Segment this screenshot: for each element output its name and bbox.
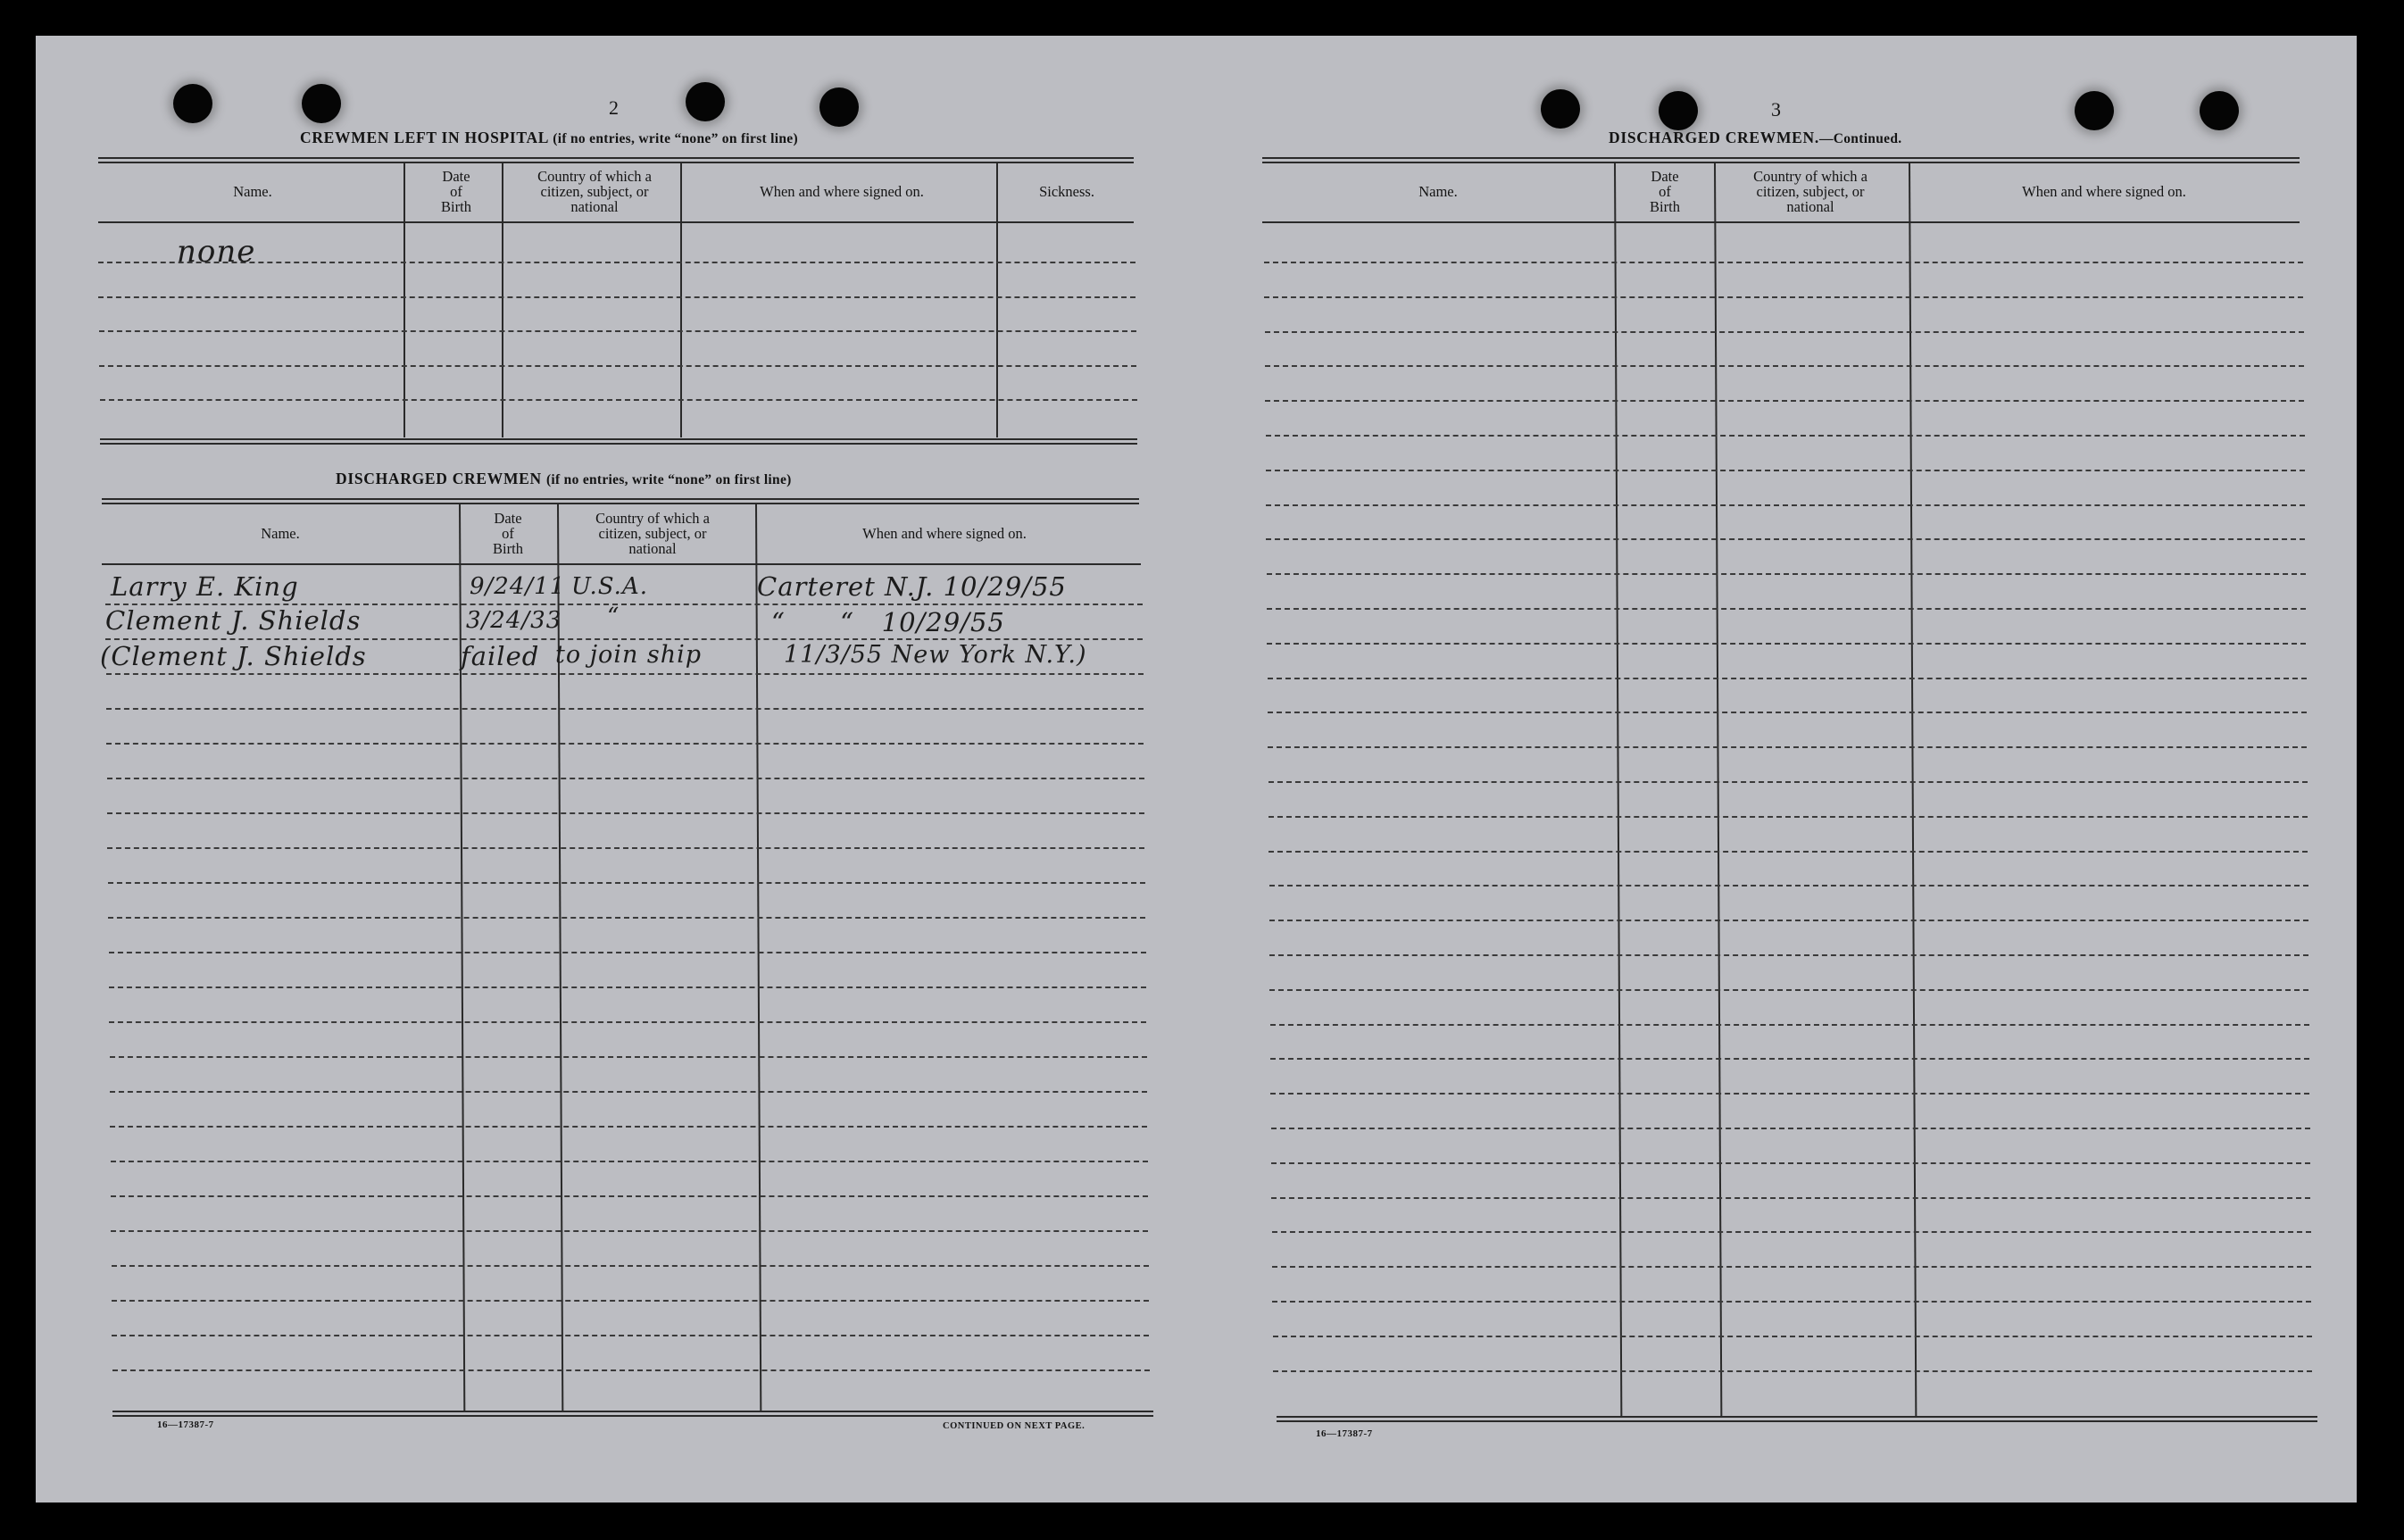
- manifest-sheet: [36, 36, 2357, 1503]
- hospital-header-dob: Date of Birth: [441, 167, 471, 215]
- ruled-line: [105, 638, 1143, 640]
- ruled-line: [1266, 504, 2305, 506]
- hospital-bottom-rule: [100, 438, 1137, 445]
- ruled-line: [1268, 678, 2307, 679]
- ruled-line: [1265, 365, 2304, 367]
- discharged-header-dob: Date of Birth: [493, 509, 523, 557]
- ruled-line: [1271, 1197, 2310, 1199]
- ruled-line: [100, 399, 1137, 401]
- hospital-title-note: (if no entries, write “none” on first line): [553, 131, 798, 146]
- form-number: 16—17387-7: [157, 1419, 214, 1430]
- entry-when-where: 11/3/55 New York N.Y.): [784, 641, 1087, 669]
- ruled-line: [109, 952, 1146, 953]
- right-header-when-where: When and where signed on.: [2022, 182, 2186, 200]
- ruled-line: [1271, 1162, 2310, 1164]
- right-header-dob: Date of Birth: [1650, 167, 1680, 215]
- entry-name: Clement J. Shields: [105, 605, 362, 636]
- ruled-line: [110, 1091, 1147, 1093]
- hospital-header-when-where: When and where signed on.: [760, 182, 924, 200]
- hospital-header-country: Country of which a citizen, subject, or national: [537, 167, 652, 215]
- page-number: 3: [1771, 98, 1781, 121]
- ruled-line: [1270, 1093, 2309, 1095]
- ruled-line: [1265, 400, 2304, 402]
- ruled-line: [106, 708, 1144, 710]
- hospital-section-title: [300, 129, 798, 147]
- ruled-line: [1267, 573, 2306, 575]
- entry-when-where: “ “ 10/29/55: [771, 607, 1005, 637]
- ruled-line: [106, 743, 1144, 745]
- ruled-line: [111, 1195, 1148, 1197]
- entry-country: to join ship: [555, 641, 703, 669]
- ruled-line: [107, 778, 1144, 779]
- ruled-line: [1268, 712, 2307, 713]
- ruled-line: [109, 1021, 1146, 1023]
- ruled-line: [108, 882, 1145, 884]
- ruled-line: [111, 1161, 1148, 1162]
- ruled-line: [111, 1230, 1148, 1232]
- ruled-line: [98, 296, 1135, 298]
- page-number: 2: [609, 96, 619, 119]
- entry-name: (Clement J. Shields: [100, 641, 367, 671]
- hospital-col-divider: [996, 162, 998, 437]
- ruled-line: [1269, 781, 2308, 783]
- punch-hole: [302, 84, 341, 123]
- hospital-col-divider: [680, 162, 682, 437]
- ruled-line: [1267, 608, 2306, 610]
- discharged-title-note: (if no entries, write “none” on first line): [545, 472, 792, 487]
- right-title-suffix: —Continued.: [1818, 131, 1902, 146]
- form-number: 16—17387-7: [1316, 1428, 1373, 1439]
- ruled-line: [106, 673, 1144, 675]
- discharged-header-when-where: When and where signed on.: [862, 524, 1027, 542]
- ruled-line: [108, 917, 1145, 919]
- ruled-line: [1270, 1058, 2309, 1060]
- right-section-title: [1609, 129, 1901, 147]
- punch-hole: [1659, 91, 1698, 130]
- right-header-rule: [1262, 221, 2300, 223]
- ruled-line: [112, 1369, 1150, 1371]
- ruled-line: [99, 330, 1136, 332]
- entry-when-where: Carteret N.J. 10/29/55: [757, 571, 1067, 602]
- ruled-line: [99, 365, 1136, 367]
- hospital-header-rule: [98, 221, 1134, 223]
- entry-country: “: [607, 604, 620, 630]
- discharged-section-title: [336, 470, 792, 488]
- ruled-line: [1264, 296, 2303, 298]
- hospital-entry-name: none: [177, 234, 256, 270]
- right-title-text: DISCHARGED CREWMEN.: [1609, 129, 1819, 146]
- ruled-line: [1268, 746, 2307, 748]
- ruled-line: [1272, 1301, 2311, 1303]
- right-col-divider: [1614, 162, 1622, 1416]
- ruled-line: [1265, 331, 2304, 333]
- ruled-line: [1267, 643, 2306, 645]
- entry-dob: 9/24/11: [470, 573, 566, 600]
- entry-dob: failed: [461, 641, 540, 671]
- ruled-line: [1269, 851, 2308, 853]
- ruled-line: [1270, 1024, 2309, 1026]
- ruled-line: [1273, 1370, 2312, 1372]
- hospital-title-text: CREWMEN LEFT IN HOSPITAL: [300, 129, 549, 146]
- ruled-line: [110, 1126, 1147, 1128]
- punch-hole: [2075, 91, 2114, 130]
- ruled-line: [109, 986, 1146, 988]
- ruled-line: [1271, 1128, 2310, 1129]
- continued-note: CONTINUED ON NEXT PAGE.: [943, 1421, 1086, 1431]
- ruled-line: [1269, 816, 2308, 818]
- hospital-header-sickness: Sickness.: [1039, 182, 1094, 200]
- right-bottom-rule: [1277, 1416, 2317, 1422]
- ruled-line: [1273, 1336, 2312, 1337]
- hospital-col-divider: [502, 162, 503, 437]
- punch-hole: [686, 82, 725, 121]
- discharged-bottom-rule: [112, 1411, 1153, 1417]
- entry-dob: 3/24/33: [466, 607, 562, 634]
- ruled-line: [1269, 920, 2308, 921]
- entry-country: U.S.A.: [571, 573, 648, 600]
- ruled-line: [107, 847, 1144, 849]
- punch-hole: [819, 87, 859, 127]
- right-header-country: Country of which a citizen, subject, or national: [1753, 167, 1867, 215]
- ruled-line: [1269, 885, 2308, 887]
- ruled-line: [1269, 989, 2308, 991]
- punch-hole: [1541, 89, 1580, 129]
- ruled-line: [110, 1056, 1147, 1058]
- right-col-divider: [1714, 162, 1722, 1416]
- ruled-line: [1264, 262, 2303, 263]
- ruled-line: [1272, 1266, 2311, 1268]
- ruled-line: [107, 812, 1144, 814]
- ruled-line: [112, 1265, 1149, 1267]
- discharged-header-rule: [102, 563, 1141, 565]
- ruled-line: [1266, 538, 2305, 540]
- ruled-line: [112, 1335, 1149, 1336]
- punch-hole: [2200, 91, 2239, 130]
- entry-name: Larry E. King: [111, 571, 299, 602]
- hospital-col-divider: [403, 162, 405, 437]
- right-header-name: Name.: [1418, 182, 1458, 200]
- ruled-line: [1269, 954, 2308, 956]
- right-col-divider: [1909, 162, 1917, 1416]
- hospital-header-name: Name.: [233, 182, 272, 200]
- ruled-line: [1272, 1231, 2311, 1233]
- ruled-line: [112, 1300, 1149, 1302]
- ruled-line: [1266, 470, 2305, 471]
- punch-hole: [173, 84, 212, 123]
- ruled-line: [1266, 435, 2305, 437]
- discharged-header-country: Country of which a citizen, subject, or national: [595, 509, 710, 557]
- discharged-header-name: Name.: [261, 524, 300, 542]
- discharged-title-text: DISCHARGED CREWMEN: [336, 470, 542, 487]
